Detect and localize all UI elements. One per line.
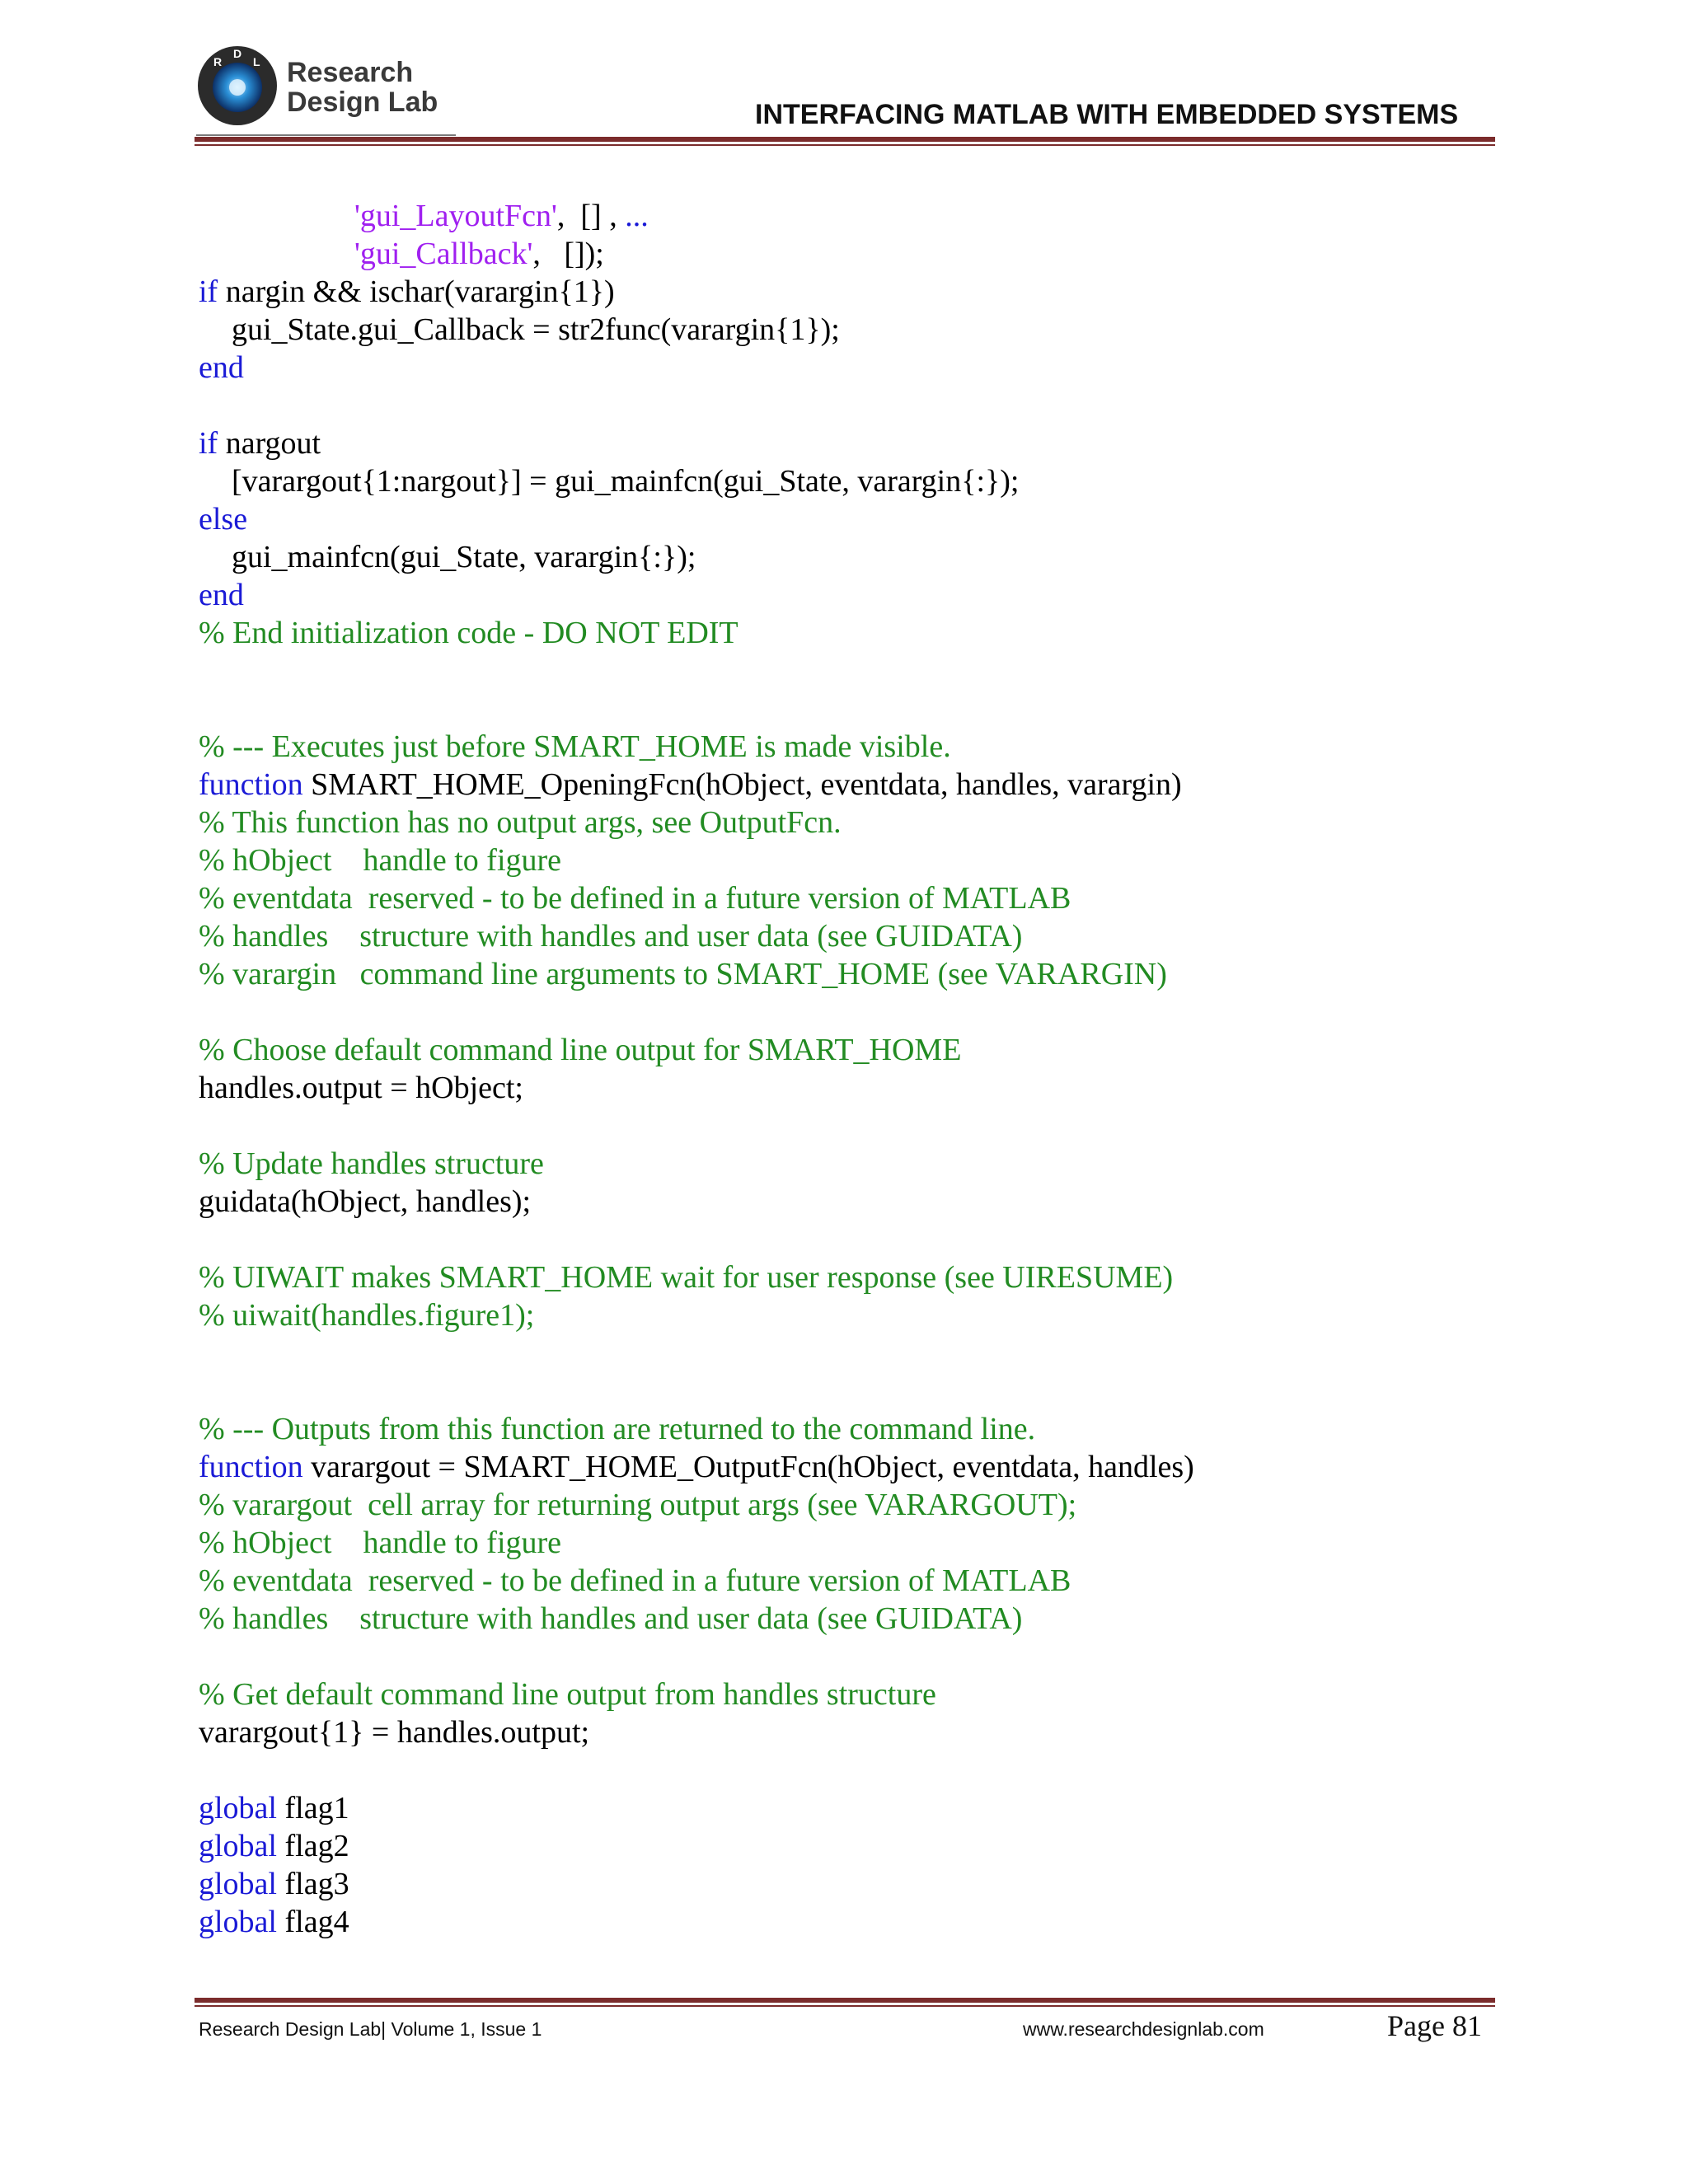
code-keyword: else bbox=[199, 502, 248, 537]
code-text: varargout{1} = handles.output; bbox=[199, 1715, 590, 1750]
header-rule-thin bbox=[195, 144, 1495, 146]
code-line bbox=[199, 1675, 1501, 1713]
code-line bbox=[199, 879, 1501, 917]
code-text: , []); bbox=[532, 237, 604, 271]
code-text: gui_State.gui_Callback = str2func(varargin{1}); bbox=[232, 312, 840, 347]
code-blank-line bbox=[199, 1107, 1501, 1145]
code-blank-line bbox=[199, 993, 1501, 1031]
code-line bbox=[199, 955, 1501, 993]
code-line bbox=[199, 1524, 1501, 1562]
code-line bbox=[199, 424, 1501, 462]
code-line bbox=[199, 1562, 1501, 1600]
code-comment: % varargin command line arguments to SMART_HOME (see VARARGIN) bbox=[199, 957, 1167, 991]
code-keyword: if bbox=[199, 426, 218, 461]
code-blank-line bbox=[199, 1638, 1501, 1675]
code-text: flag3 bbox=[276, 1867, 349, 1901]
code-line bbox=[199, 235, 1501, 273]
code-text: handles.output = hObject; bbox=[199, 1071, 523, 1105]
code-text: nargin && ischar(varargin{1}) bbox=[218, 274, 615, 309]
footer-rule-thick bbox=[195, 1998, 1495, 2003]
code-line bbox=[199, 1865, 1501, 1903]
code-blank-line bbox=[199, 1334, 1501, 1372]
code-comment: % --- Executes just before SMART_HOME is made visible. bbox=[199, 729, 951, 764]
code-comment: % hObject handle to figure bbox=[199, 1526, 562, 1560]
code-comment: % Choose default command line output for SMART_HOME bbox=[199, 1033, 962, 1067]
code-comment: % This function has no output args, see OutputFcn. bbox=[199, 805, 842, 840]
code-line bbox=[199, 1069, 1501, 1107]
code-line bbox=[199, 1183, 1501, 1221]
code-comment: % Get default command line output from handles structure bbox=[199, 1677, 936, 1712]
code-line bbox=[199, 1145, 1501, 1183]
code-line bbox=[199, 1296, 1501, 1334]
footer-publication: Research Design Lab| Volume 1, Issue 1 bbox=[199, 2018, 542, 2040]
code-keyword: global bbox=[199, 1791, 277, 1825]
code-line bbox=[199, 538, 1501, 576]
header-rule-thick bbox=[195, 137, 1495, 142]
code-line bbox=[199, 1789, 1501, 1827]
code-comment: % handles structure with handles and user data (see GUIDATA) bbox=[199, 919, 1023, 954]
code-comment: % --- Outputs from this function are returned to the command line. bbox=[199, 1412, 1036, 1446]
code-line bbox=[199, 462, 1501, 500]
code-text: varargout = SMART_HOME_OutputFcn(hObject, eventdata, handles) bbox=[302, 1450, 1194, 1484]
code-line bbox=[199, 273, 1501, 311]
code-blank-line bbox=[199, 1221, 1501, 1258]
code-text: [varargout{1:nargout}] = gui_mainfcn(gui_State, varargin{:}); bbox=[232, 464, 1020, 499]
code-keyword: function bbox=[199, 767, 303, 802]
code-text: , [] , bbox=[556, 199, 626, 233]
logo-letter-d: D bbox=[233, 47, 242, 60]
code-line bbox=[199, 1600, 1501, 1638]
code-text: nargout bbox=[218, 426, 321, 461]
code-line bbox=[199, 766, 1501, 804]
code-keyword: function bbox=[199, 1450, 303, 1484]
code-string: 'gui_LayoutFcn' bbox=[354, 199, 557, 233]
code-keyword: if bbox=[199, 274, 218, 309]
code-line bbox=[199, 1713, 1501, 1751]
code-line bbox=[199, 614, 1501, 652]
code-comment: % eventdata reserved - to be defined in a future version of MATLAB bbox=[199, 881, 1071, 916]
logo-line-1: Research bbox=[287, 57, 414, 88]
code-line bbox=[199, 197, 1501, 235]
code-comment: % hObject handle to figure bbox=[199, 843, 562, 878]
code-blank-line bbox=[199, 652, 1501, 690]
code-text: guidata(hObject, handles); bbox=[199, 1184, 532, 1219]
code-comment: % handles structure with handles and user data (see GUIDATA) bbox=[199, 1601, 1023, 1636]
code-line bbox=[199, 500, 1501, 538]
code-line bbox=[199, 1410, 1501, 1448]
logo-divider bbox=[196, 134, 456, 136]
code-listing bbox=[199, 197, 1501, 1941]
code-line bbox=[199, 804, 1501, 841]
footer-website-link[interactable]: www.researchdesignlab.com bbox=[1023, 2018, 1264, 2040]
code-keyword: end bbox=[199, 350, 244, 385]
code-comment: % Update handles structure bbox=[199, 1146, 544, 1181]
code-line bbox=[199, 728, 1501, 766]
company-logo bbox=[196, 43, 460, 134]
code-keyword: global bbox=[199, 1867, 277, 1901]
logo-line-2: Design Lab bbox=[287, 87, 438, 118]
code-text: gui_mainfcn(gui_State, varargin{:}); bbox=[232, 540, 696, 574]
code-line bbox=[199, 576, 1501, 614]
code-text: flag2 bbox=[276, 1829, 349, 1863]
rdl-logo-icon bbox=[196, 45, 279, 127]
page-number: Page 81 bbox=[1387, 2009, 1482, 2042]
code-keyword: global bbox=[199, 1829, 277, 1863]
code-blank-line bbox=[199, 387, 1501, 424]
code-line bbox=[199, 1486, 1501, 1524]
code-line bbox=[199, 311, 1501, 349]
code-blank-line bbox=[199, 1372, 1501, 1410]
code-line bbox=[199, 1827, 1501, 1865]
footer-rule-thin bbox=[195, 2005, 1495, 2007]
logo-letter-l: L bbox=[253, 55, 260, 68]
code-comment: % eventdata reserved - to be defined in a future version of MATLAB bbox=[199, 1563, 1071, 1598]
code-text: flag4 bbox=[276, 1905, 349, 1939]
code-line bbox=[199, 841, 1501, 879]
code-blank-line bbox=[199, 1751, 1501, 1789]
code-line bbox=[199, 349, 1501, 387]
code-blank-line bbox=[199, 690, 1501, 728]
code-comment: % uiwait(handles.figure1); bbox=[199, 1298, 535, 1333]
logo-wordmark bbox=[287, 58, 438, 117]
code-line bbox=[199, 917, 1501, 955]
code-string: 'gui_Callback' bbox=[354, 237, 533, 271]
code-line bbox=[199, 1903, 1501, 1941]
code-text: flag1 bbox=[276, 1791, 349, 1825]
code-comment: % varargout cell array for returning output args (see VARARGOUT); bbox=[199, 1488, 1077, 1522]
code-keyword: ... bbox=[625, 199, 649, 233]
document-title: INTERFACING MATLAB WITH EMBEDDED SYSTEMS bbox=[755, 99, 1459, 130]
code-comment: % End initialization code - DO NOT EDIT bbox=[199, 616, 738, 650]
logo-letter-r: R bbox=[213, 55, 223, 68]
code-comment: % UIWAIT makes SMART_HOME wait for user response (see UIRESUME) bbox=[199, 1260, 1174, 1295]
code-line bbox=[199, 1031, 1501, 1069]
code-line bbox=[199, 1448, 1501, 1486]
code-line bbox=[199, 1258, 1501, 1296]
code-text: SMART_HOME_OpeningFcn(hObject, eventdata, handles, varargin) bbox=[302, 767, 1182, 802]
code-keyword: global bbox=[199, 1905, 277, 1939]
code-keyword: end bbox=[199, 578, 244, 612]
